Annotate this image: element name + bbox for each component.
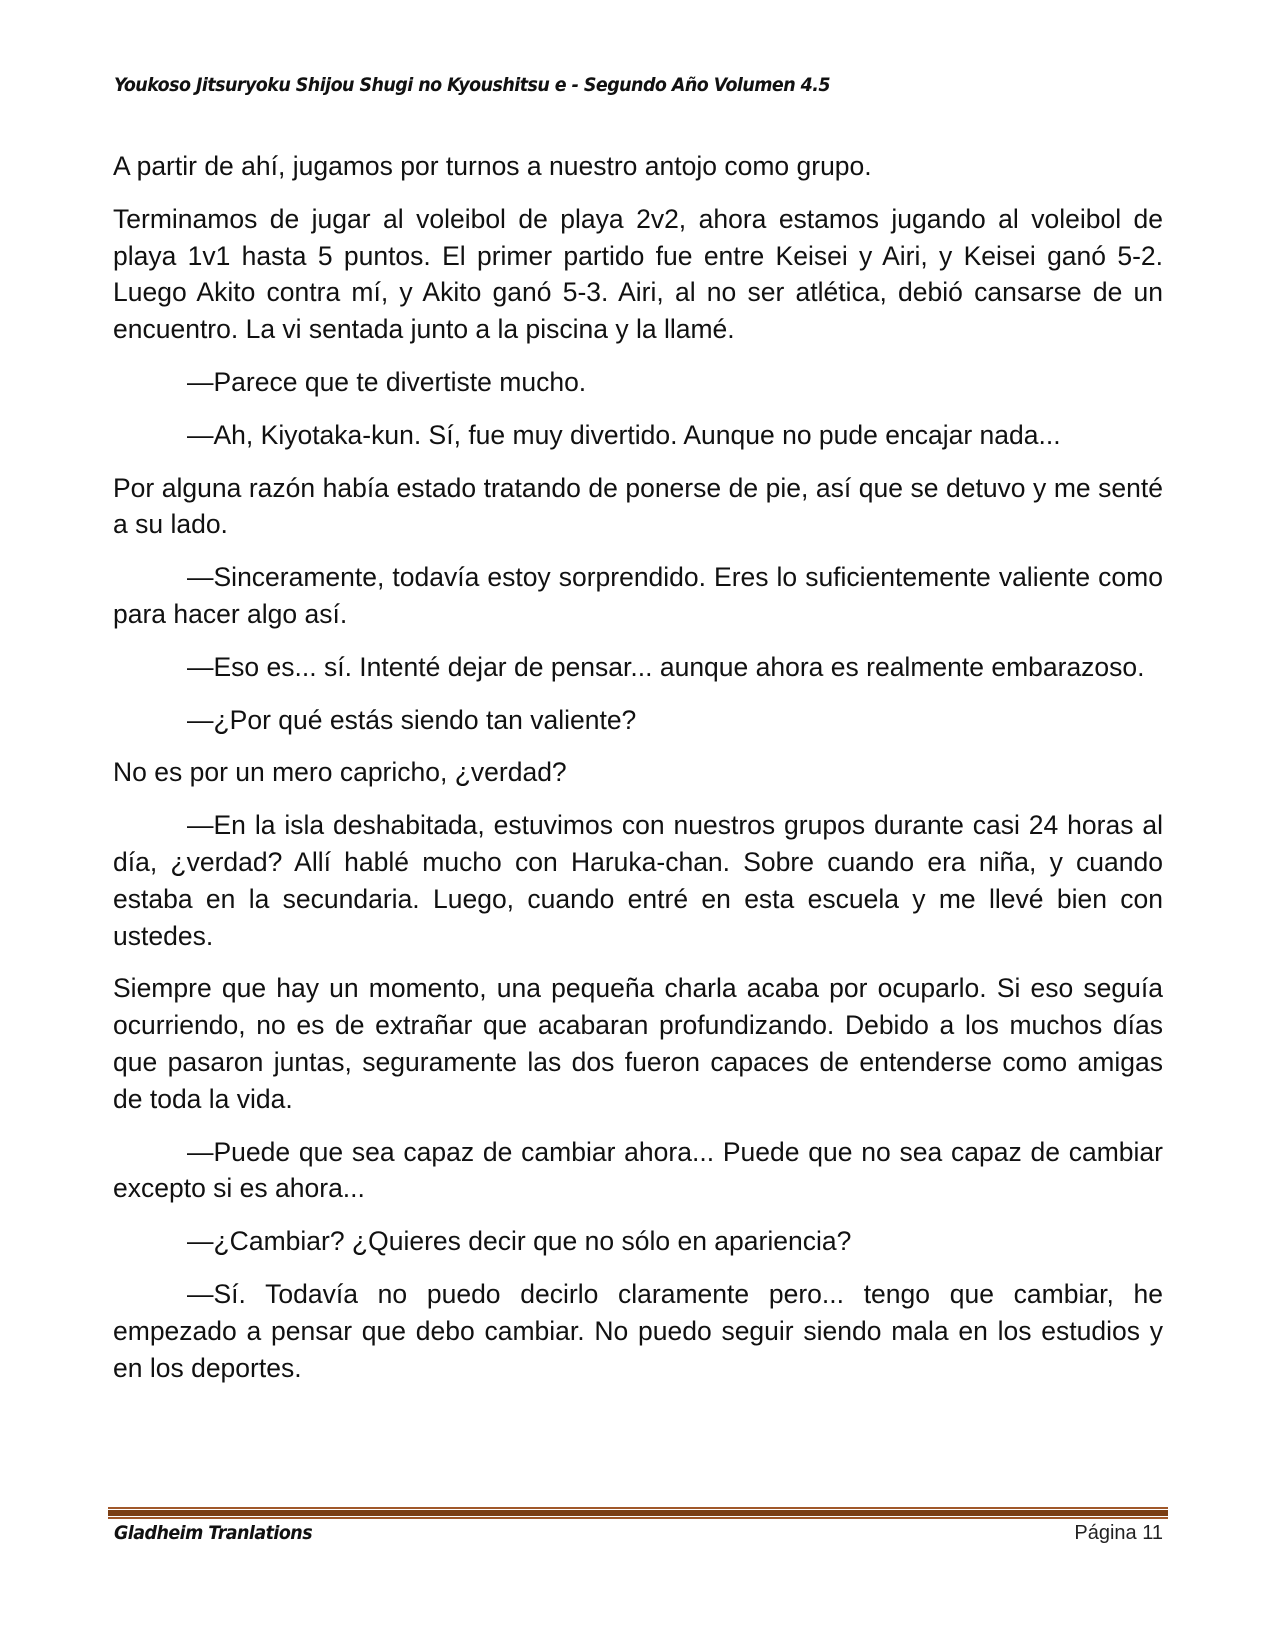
dialogue-paragraph: —Parece que te divertiste mucho.: [187, 366, 587, 397]
footer-credit: Gladheim Tranlations: [114, 1522, 313, 1544]
narration-paragraph: Por alguna razón había estado tratando de ponerse de pie, así que se detuvo y me senté a su lado.: [113, 472, 1163, 540]
narration-paragraph: No es por un mero capricho, ¿verdad?: [113, 757, 567, 788]
footer-rule: [108, 1517, 1168, 1519]
footer-rule: [108, 1507, 1168, 1509]
dialogue-paragraph: —Ah, Kiyotaka-kun. Sí, fue muy divertido. Aunque no pude encajar nada...: [187, 419, 1061, 450]
running-header: Youkoso Jitsuryoku Shijou Shugi no Kyoushitsu e - Segundo Año Volumen 4.5: [114, 74, 830, 96]
narration-paragraph: Terminamos de jugar al voleibol de playa 2v2, ahora estamos jugando al voleibol de playa 1v1 hasta 5 puntos. El primer partido fue entre Keisei y Airi, y Keisei ganó 5-2. Luego Akito contra mí, y Akito ganó 5-3. Airi, al no ser atlética, debió cansarse de un encuentro. La vi sentada junto a la piscina y la llamé.: [113, 203, 1163, 345]
dialogue-paragraph: —¿Por qué estás siendo tan valiente?: [187, 704, 637, 735]
footer-rule: [108, 1510, 1168, 1516]
page-number: [1074, 1522, 1163, 1545]
dialogue-paragraph: —Sí. Todavía no puedo decirlo claramente pero... tengo que cambiar, he empezado a pensar que debo cambiar. No puedo seguir siendo mala en los estudios y en los deportes.: [113, 1278, 1163, 1383]
dialogue-paragraph: —¿Cambiar? ¿Quieres decir que no sólo en apariencia?: [187, 1226, 852, 1257]
page-label: Página: [1074, 1522, 1137, 1544]
narration-paragraph: A partir de ahí, jugamos por turnos a nuestro antojo como grupo.: [113, 151, 872, 181]
page-number-value: 11: [1142, 1522, 1163, 1544]
dialogue-paragraph: —Puede que sea capaz de cambiar ahora... Puede que no sea capaz de cambiar excepto si es ahora...: [113, 1136, 1163, 1204]
dialogue-paragraph: —Sinceramente, todavía estoy sorprendido. Eres lo suficientemente valiente como para hacer algo así.: [113, 562, 1163, 629]
dialogue-paragraph: —En la isla deshabitada, estuvimos con nuestros grupos durante casi 24 horas al día, ¿verdad? Allí hablé mucho con Haruka-chan. Sobre cuando era niña, y cuando estaba en la secundaria. Luego, cuando entré en esta escuela y me llevé bien con ustedes.: [113, 810, 1163, 951]
dialogue-paragraph: —Eso es... sí. Intenté dejar de pensar... aunque ahora es realmente embarazoso.: [187, 651, 1145, 682]
page-body: [113, 148, 1163, 1402]
narration-paragraph: Siempre que hay un momento, una pequeña charla acaba por ocuparlo. Si eso seguía ocurriendo, no es de extrañar que acabaran profundizando. Debido a los muchos días que pasaron juntas, seguramente las dos fueron capaces de entenderse como amigas de toda la vida.: [113, 973, 1163, 1114]
